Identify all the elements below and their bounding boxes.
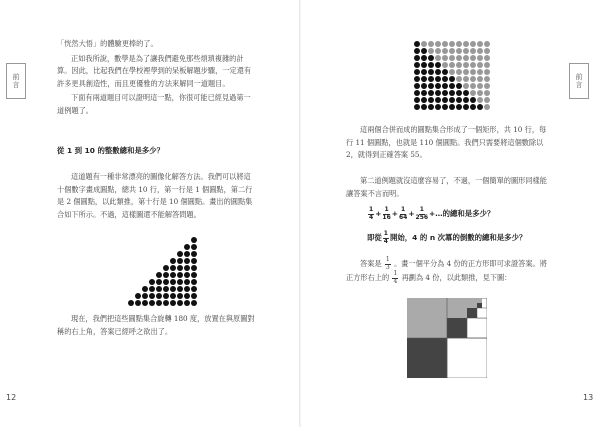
triangle-dot (191, 286, 197, 292)
triangle-dot (170, 300, 176, 306)
triangle-dot (163, 286, 169, 292)
side-tab-preface-right: 前言 (569, 63, 589, 99)
triangle-dot (156, 300, 162, 306)
rectangle-dot-gray (435, 41, 441, 47)
triangle-dot (170, 293, 176, 299)
right-para-2: 第二道例題就沒這麼容易了，不過，一個簡單的圖形同樣能讓答案不言而明。 (346, 176, 547, 198)
square-subdivision-figure (407, 298, 487, 378)
square-part-dark-2 (447, 318, 467, 338)
square-part-gray-2 (447, 298, 467, 318)
rectangle-dot-gray (456, 69, 462, 75)
rectangle-dot-dark (414, 83, 420, 89)
triangle-dot (142, 286, 148, 292)
rectangle-dot-dark (428, 62, 434, 68)
rectangle-dot-dark (428, 76, 434, 82)
rectangle-dot-dark (428, 69, 434, 75)
triangle-dot (191, 237, 197, 243)
rectangle-dot-gray (484, 41, 490, 47)
triangle-dot (163, 272, 169, 278)
rectangle-dot-dark (421, 83, 427, 89)
triangle-dot (149, 286, 155, 292)
rectangle-dot-gray (470, 62, 476, 68)
rectangle-dot-dark (414, 104, 420, 110)
triangle-dot (156, 272, 162, 278)
triangle-dot (191, 265, 197, 271)
rectangle-dot-dark (421, 55, 427, 61)
rectangle-dot-dark (449, 97, 455, 103)
rectangle-dot-gray (449, 48, 455, 54)
rectangle-dot-dark (470, 97, 476, 103)
rectangle-dot-gray (477, 97, 483, 103)
triangle-dot (177, 286, 183, 292)
triangle-dot (135, 300, 141, 306)
rectangle-dot-dark (428, 90, 434, 96)
rectangle-dot-gray (442, 48, 448, 54)
square-part-dark-3 (467, 308, 477, 318)
rectangle-dot-gray (442, 41, 448, 47)
triangle-dot (184, 251, 190, 257)
left-heading: 從 1 到 10 的整數總和是多少？ (57, 146, 165, 155)
square-part-gray-3 (467, 298, 477, 308)
triangle-dot (156, 286, 162, 292)
triangle-dot (163, 293, 169, 299)
answer-part-a: 答案是 (360, 259, 382, 268)
triangle-dot (135, 293, 141, 299)
rectangle-dot-gray (470, 83, 476, 89)
rectangle-dot-dark (463, 104, 469, 110)
triangle-dot (184, 258, 190, 264)
triangle-dot (177, 300, 183, 306)
rectangle-dot-dark (421, 48, 427, 54)
rectangle-dot-dark (435, 69, 441, 75)
rectangle-dot-gray (449, 55, 455, 61)
rectangle-dot-gray (463, 83, 469, 89)
rectangle-dot-gray (477, 55, 483, 61)
triangle-dot (184, 293, 190, 299)
rectangle-dot-gray (484, 97, 490, 103)
triangle-dot (163, 265, 169, 271)
rectangle-dot-gray (484, 104, 490, 110)
left-para-3: 下面有兩道題目可以證明這一點，你很可能已經見過第一道例題了。 (57, 93, 251, 115)
rectangle-dot-gray (463, 41, 469, 47)
right-page (300, 0, 600, 427)
rectangle-dot-gray (470, 55, 476, 61)
rectangle-dot-dark (442, 83, 448, 89)
square-part-white-2 (467, 318, 487, 338)
left-para-1: 「恍然大悟」的體驗更棒的了。 (57, 39, 158, 48)
rectangle-dot-dark (449, 76, 455, 82)
rectangle-dot-gray (463, 55, 469, 61)
triangle-dot (163, 300, 169, 306)
triangle-dot (156, 279, 162, 285)
rectangle-dot-dark (421, 62, 427, 68)
triangle-dot (149, 300, 155, 306)
rectangle-dot-gray (484, 62, 490, 68)
series-tail: +…的總和是多少？ (429, 208, 495, 218)
square-part-gray-4 (477, 298, 482, 303)
triangle-dot (191, 244, 197, 250)
rectangle-dot-gray (477, 76, 483, 82)
rectangle-dot-gray (435, 55, 441, 61)
rectangle-dot-dark (414, 76, 420, 82)
series-line (367, 207, 567, 221)
rectangle-dot-gray (477, 90, 483, 96)
rectangle-dot-dark (435, 104, 441, 110)
rectangle-dot-gray (484, 69, 490, 75)
heading-part-a: 即從 (367, 232, 382, 242)
rectangle-dot-dark (421, 90, 427, 96)
rectangle-dot-dark (442, 97, 448, 103)
triangle-dot (163, 279, 169, 285)
fraction-1-4: 1 4 (369, 206, 374, 221)
rectangle-dot-gray (449, 41, 455, 47)
rectangle-dot-gray (449, 69, 455, 75)
triangle-dot (170, 272, 176, 278)
rectangle-dot-dark (435, 83, 441, 89)
rectangle-dot-gray (484, 55, 490, 61)
rectangle-dot-dark (442, 90, 448, 96)
square-part-gray-1 (407, 298, 447, 338)
square-part-dark-1 (407, 338, 447, 378)
rectangle-dot-gray (470, 90, 476, 96)
rectangle-dot-dark (414, 48, 420, 54)
rectangle-dot-dark (470, 104, 476, 110)
rectangle-dot-gray (442, 55, 448, 61)
triangle-dot (170, 265, 176, 271)
rectangle-dot-gray (463, 76, 469, 82)
triangle-dot (184, 279, 190, 285)
side-tab-preface: 前言 (6, 63, 26, 99)
rectangle-dot-gray (456, 41, 462, 47)
triangle-dot (149, 279, 155, 285)
square-part-white-3 (477, 308, 487, 318)
rectangle-dot-gray (463, 48, 469, 54)
series-heading (367, 231, 567, 245)
rectangle-dot-dark (414, 69, 420, 75)
heading-part-b: 開始，4 的 n 次冪的倒數的總和是多少？ (389, 232, 527, 242)
plus-sign: + (375, 208, 382, 218)
rectangle-dot-dark (421, 104, 427, 110)
heading-fraction: 1 4 (383, 230, 388, 245)
rectangle-dot-dark (414, 55, 420, 61)
left-text-top (57, 38, 255, 118)
rectangle-dot-dark (421, 69, 427, 75)
rectangle-dot-gray (477, 83, 483, 89)
triangle-dot (184, 286, 190, 292)
left-para-5: 現在，我們把這些圓點集合旋轉 180 度，放置在與原圖對稱的右上角，答案已經呼之欲出了。 (57, 314, 255, 336)
rectangle-dot-gray (470, 48, 476, 54)
answer-fraction-2: $\frac{1}{4}$ (393, 270, 398, 285)
triangle-dot (191, 258, 197, 264)
triangle-dot (177, 293, 183, 299)
right-para-1: 這兩個合併而成的圓點集合形成了一個矩形，共 10 行，每行 11 個圓點，也就是 110 個圓點。我們只需要將這個數除以 2，就得到正確答案 55。 (346, 125, 547, 160)
triangle-dot (128, 300, 134, 306)
rectangle-dot-dark (421, 97, 427, 103)
rectangle-dot-dark (456, 83, 462, 89)
triangle-dot (149, 293, 155, 299)
triangle-dot (184, 265, 190, 271)
rectangle-dot-dark (435, 90, 441, 96)
plus-sign: + (391, 208, 398, 218)
rectangle-dot-dark (456, 90, 462, 96)
rectangle-dot-dark (414, 62, 420, 68)
rectangle-dot-gray (456, 48, 462, 54)
triangle-dot (177, 279, 183, 285)
triangle-dot (191, 300, 197, 306)
rectangle-dot-dark (449, 83, 455, 89)
triangle-dot (177, 258, 183, 264)
answer-fraction: $\frac{1}{3}$ (385, 256, 390, 271)
triangle-dot (184, 244, 190, 250)
rectangle-dot-dark (435, 97, 441, 103)
triangle-dot (142, 300, 148, 306)
rectangle-dot-dark (463, 97, 469, 103)
triangle-dot (191, 293, 197, 299)
left-para-2: 正如我所說，數學是為了讓我們避免那些煩瑣複雜的計算。因此，比起我們在學校裡學到的呆板解題步驟，一定還有許多更具創造性，而且更優雅的方法來解同一道題目。 (57, 53, 252, 88)
triangle-dot (156, 293, 162, 299)
rectangle-dot-gray (449, 62, 455, 68)
rectangle-dot-gray (456, 55, 462, 61)
rectangle-dot-gray (463, 69, 469, 75)
rectangle-dot-dark (442, 76, 448, 82)
rectangle-dot-gray (421, 41, 427, 47)
fraction-1-256: $\frac{1}{256}$ (415, 206, 429, 221)
rectangle-dot-gray (484, 76, 490, 82)
rectangle-dot-dark (428, 97, 434, 103)
rectangle-dot-gray (470, 76, 476, 82)
rectangle-dot-dark (428, 55, 434, 61)
rectangle-dot-gray (470, 41, 476, 47)
rectangle-dot-gray (477, 62, 483, 68)
rectangle-dot-gray (477, 41, 483, 47)
triangle-dot (170, 279, 176, 285)
triangle-dot (170, 258, 176, 264)
triangle-dot (177, 251, 183, 257)
rectangle-dot-dark (449, 104, 455, 110)
rectangle-dot-dark (435, 62, 441, 68)
rectangle-dot-dark (456, 97, 462, 103)
right-page-number: 13 (583, 393, 594, 402)
rectangle-dot-dark (442, 104, 448, 110)
rectangle-dot-dark (442, 69, 448, 75)
rectangle-dot-gray (477, 69, 483, 75)
rectangle-dot-gray (428, 48, 434, 54)
triangle-dot (184, 300, 190, 306)
rectangle-dot-dark (414, 90, 420, 96)
rectangle-dot-gray (428, 41, 434, 47)
triangle-dot (191, 251, 197, 257)
rectangle-dot-gray (477, 48, 483, 54)
fraction-1-16: $\frac{1}{16}$ (382, 206, 391, 221)
triangle-dot (184, 272, 190, 278)
rectangle-dot-gray (463, 62, 469, 68)
rectangle-dot-dark (435, 76, 441, 82)
rectangle-dot-dark (463, 90, 469, 96)
rectangle-dot-gray (484, 48, 490, 54)
rectangle-dot-dark (428, 83, 434, 89)
triangle-dot (177, 265, 183, 271)
left-page-number: 12 (6, 393, 17, 402)
rectangle-dot-gray (484, 83, 490, 89)
rectangle-dot-dark (414, 97, 420, 103)
answer-part-b: 。畫一個平分為 4 份的正方形即可求證答案。將正方形右上的 (346, 259, 547, 282)
triangle-dot (191, 279, 197, 285)
rectangle-dot-dark (414, 41, 420, 47)
answer-part-c: 再劃為 4 份，以此類推，見下圖： (401, 273, 512, 282)
rectangle-dot-dark (456, 104, 462, 110)
fraction-1-64: $\frac{1}{64}$ (398, 206, 408, 221)
rectangle-dot-figure (413, 40, 493, 114)
rectangle-dot-dark (477, 104, 483, 110)
square-part-white-1 (447, 338, 487, 378)
triangle-dot (170, 286, 176, 292)
rectangle-dot-gray (456, 76, 462, 82)
rectangle-dot-gray (435, 48, 441, 54)
left-para-4: 這道題有一種非常漂亮的圖像化解答方法。我們可以將這十個數字畫成圓點，總共 10 行，第一行是 1 個圓點，第二行是 2 個圓點，以此類推，第十行是 10 個圓點。畫出的圓點集合如下所示。不過，這樣圖還不能解答問題。 (57, 172, 253, 219)
rectangle-dot-gray (442, 62, 448, 68)
rectangle-dot-dark (428, 104, 434, 110)
rectangle-dot-dark (449, 90, 455, 96)
rectangle-dot-gray (484, 90, 490, 96)
plus-sign: + (408, 208, 415, 218)
triangle-dot (177, 272, 183, 278)
right-answer (346, 257, 554, 285)
triangle-dot (142, 293, 148, 299)
rectangle-dot-gray (470, 69, 476, 75)
triangle-dot (191, 272, 197, 278)
rectangle-dot-dark (421, 76, 427, 82)
rectangle-dot-gray (456, 62, 462, 68)
square-part-dark-4 (477, 303, 482, 308)
